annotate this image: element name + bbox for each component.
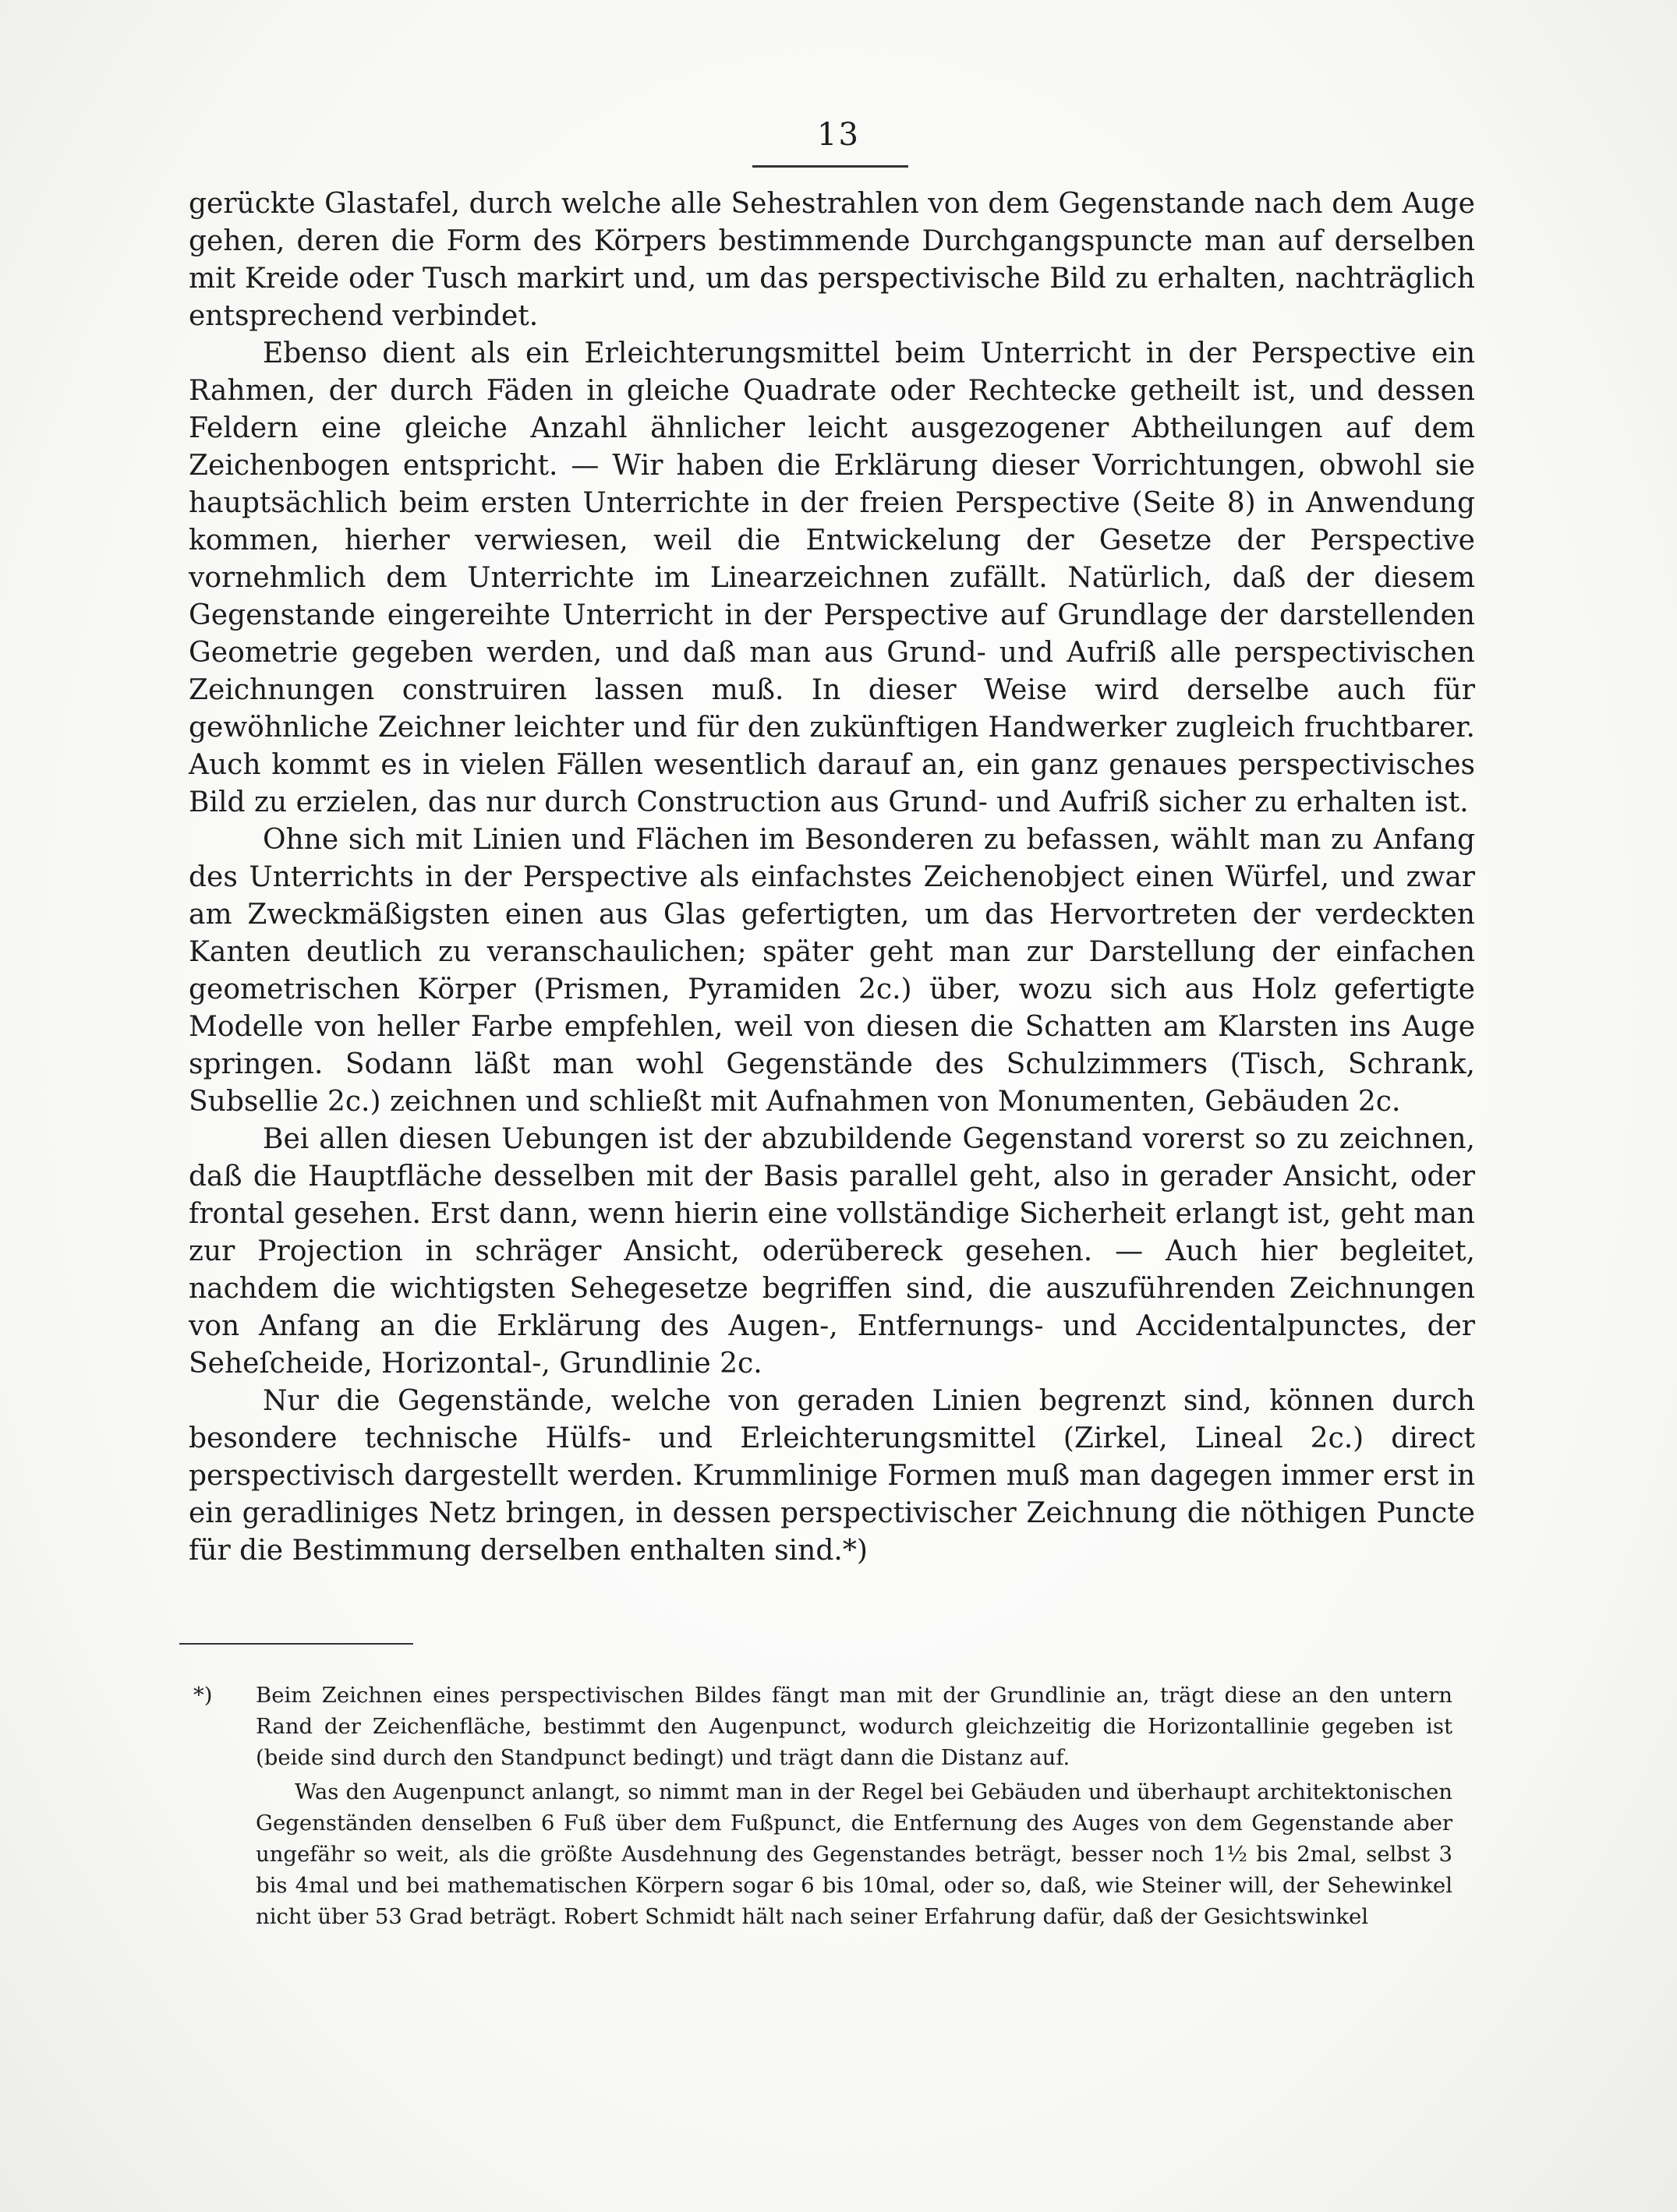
footnote-paragraph	[193, 1680, 1452, 1773]
paragraph: Bei allen diesen Uebungen ist der abzubildende Gegenstand vorerst so zu zeichnen, daß die Hauptfläche desselben mit der Basis parallel geht, also in gerader Ansicht, oder frontal gesehen. Erst dann, wenn hierin eine vollständige Sicherheit erlangt ist, geht man zur Projection in schräger Ansicht, oderübereck gesehen. — Auch hier begleitet, nachdem die wichtigsten Sehegesetze begriffen sind, die auszuführenden Zeichnungen von Anfang an die Erklärung des Augen-, Entfernungs- und Accidentalpunctes, der Seheſcheide, Horizontal-, Grundlinie 2c.	[189, 1123, 1475, 1380]
footnote-marker: *)	[193, 1683, 213, 1708]
header-rule	[752, 165, 908, 168]
paragraph: gerückte Glastafel, durch welche alle Sehestrahlen von dem Gegenstande nach dem Auge gehen, deren die Form des Körpers bestimmende Durchgangspuncte man auf derselben mit Kreide oder Tusch markirt und, um das perspectivische Bild zu erhalten, nachträglich entsprechend verbindet.	[189, 188, 1475, 332]
footnote-paragraph: Was den Augenpunct anlangt, so nimmt man in der Regel bei Gebäuden und überhaupt architektonischen Gegenständen denselben 6 Fuß über dem Fußpunct, die Entfernung des Auges von dem Gegenstande aber ungefähr so weit, als die größte Ausdehnung des Gegenstandes beträgt, besser noch 1½ bis 2mal, selbst 3 bis 4mal und bei mathematischen Körpern sogar 6 bis 10mal, oder so, daß, wie Steiner will, der Sehewinkel nicht über 53 Grad beträgt. Robert Schmidt hält nach seiner Erfahrung dafür, daß der Gesichtswinkel	[256, 1779, 1452, 1929]
main-text	[189, 186, 1475, 1570]
paragraph: Nur die Gegenstände, welche von geraden Linien begrenzt sind, können durch besondere technische Hülfs- und Erleichterungsmittel (Zirkel, Lineal 2c.) direct perspectivisch dargestellt werden. Krummlinige Formen muß man dagegen immer erst in ein geradliniges Netz bringen, in dessen perspectivischer Zeichnung die nöthigen Puncte für die Bestimmung derselben enthalten sind.*)	[189, 1385, 1475, 1567]
paragraph: Ebenso dient als ein Erleichterungsmittel beim Unterricht in der Perspective ein Rahmen, der durch Fäden in gleiche Quadrate oder Rechtecke getheilt ist, und dessen Feldern eine gleiche Anzahl ähnlicher leicht ausgezogener Abtheilungen auf dem Zeichenbogen entspricht. — Wir haben die Erklärung dieser Vorrichtungen, obwohl sie hauptsächlich beim ersten Unterrichte in der freien Perspective (Seite 8) in Anwendung kommen, hierher verwiesen, weil die Entwickelung der Gesetze der Perspective vornehmlich dem Unterrichte im Linearzeichnen zufällt. Natürlich, daß der diesem Gegenstande eingereihte Unterricht in der Perspective auf Grundlage der darstellenden Geometrie gegeben werden, und daß man aus Grund- und Aufriß alle perspectivischen Zeichnungen construiren lassen muß. In dieser Weise wird derselbe auch für gewöhnliche Zeichner leichter und für den zukünftigen Handwerker zugleich fruchtbarer. Auch kommt es in vielen Fällen wesentlich darauf an, ein ganz genaues perspectivisches Bild zu erzielen, das nur durch Construction aus Grund- und Aufriß sicher zu erhalten ist.	[189, 337, 1475, 818]
footnotes	[193, 1680, 1452, 1932]
footnote-text: Beim Zeichnen eines perspectivischen Bildes fängt man mit der Grundlinie an, trägt diese an den untern Rand der Zeichenfläche, bestimmt den Augenpunct, wodurch gleichzeitig die Horizontallinie gegeben ist (beide sind durch den Standpunct bedingt) und trägt dann die Distanz auf.	[256, 1683, 1452, 1770]
footnote-rule	[179, 1643, 413, 1645]
page-number: 13	[817, 117, 860, 153]
paragraph: Ohne sich mit Linien und Flächen im Besonderen zu befassen, wählt man zu Anfang des Unterrichts in der Perspective als einfachstes Zeichenobject einen Würfel, und zwar am Zweckmäßigsten einen aus Glas gefertigten, um das Hervortreten der verdeckten Kanten deutlich zu veranschaulichen; später geht man zur Darstellung der einfachen geometrischen Körper (Prismen, Pyramiden 2c.) über, wozu sich aus Holz gefertigte Modelle von heller Farbe empfehlen, weil von diesen die Schatten am Klarsten ins Auge springen. Sodann läßt man wohl Gegenstände des Schulzimmers (Tisch, Schrank, Subsellie 2c.) zeichnen und schließt mit Aufnahmen von Monumenten, Gebäuden 2c.	[189, 824, 1475, 1118]
